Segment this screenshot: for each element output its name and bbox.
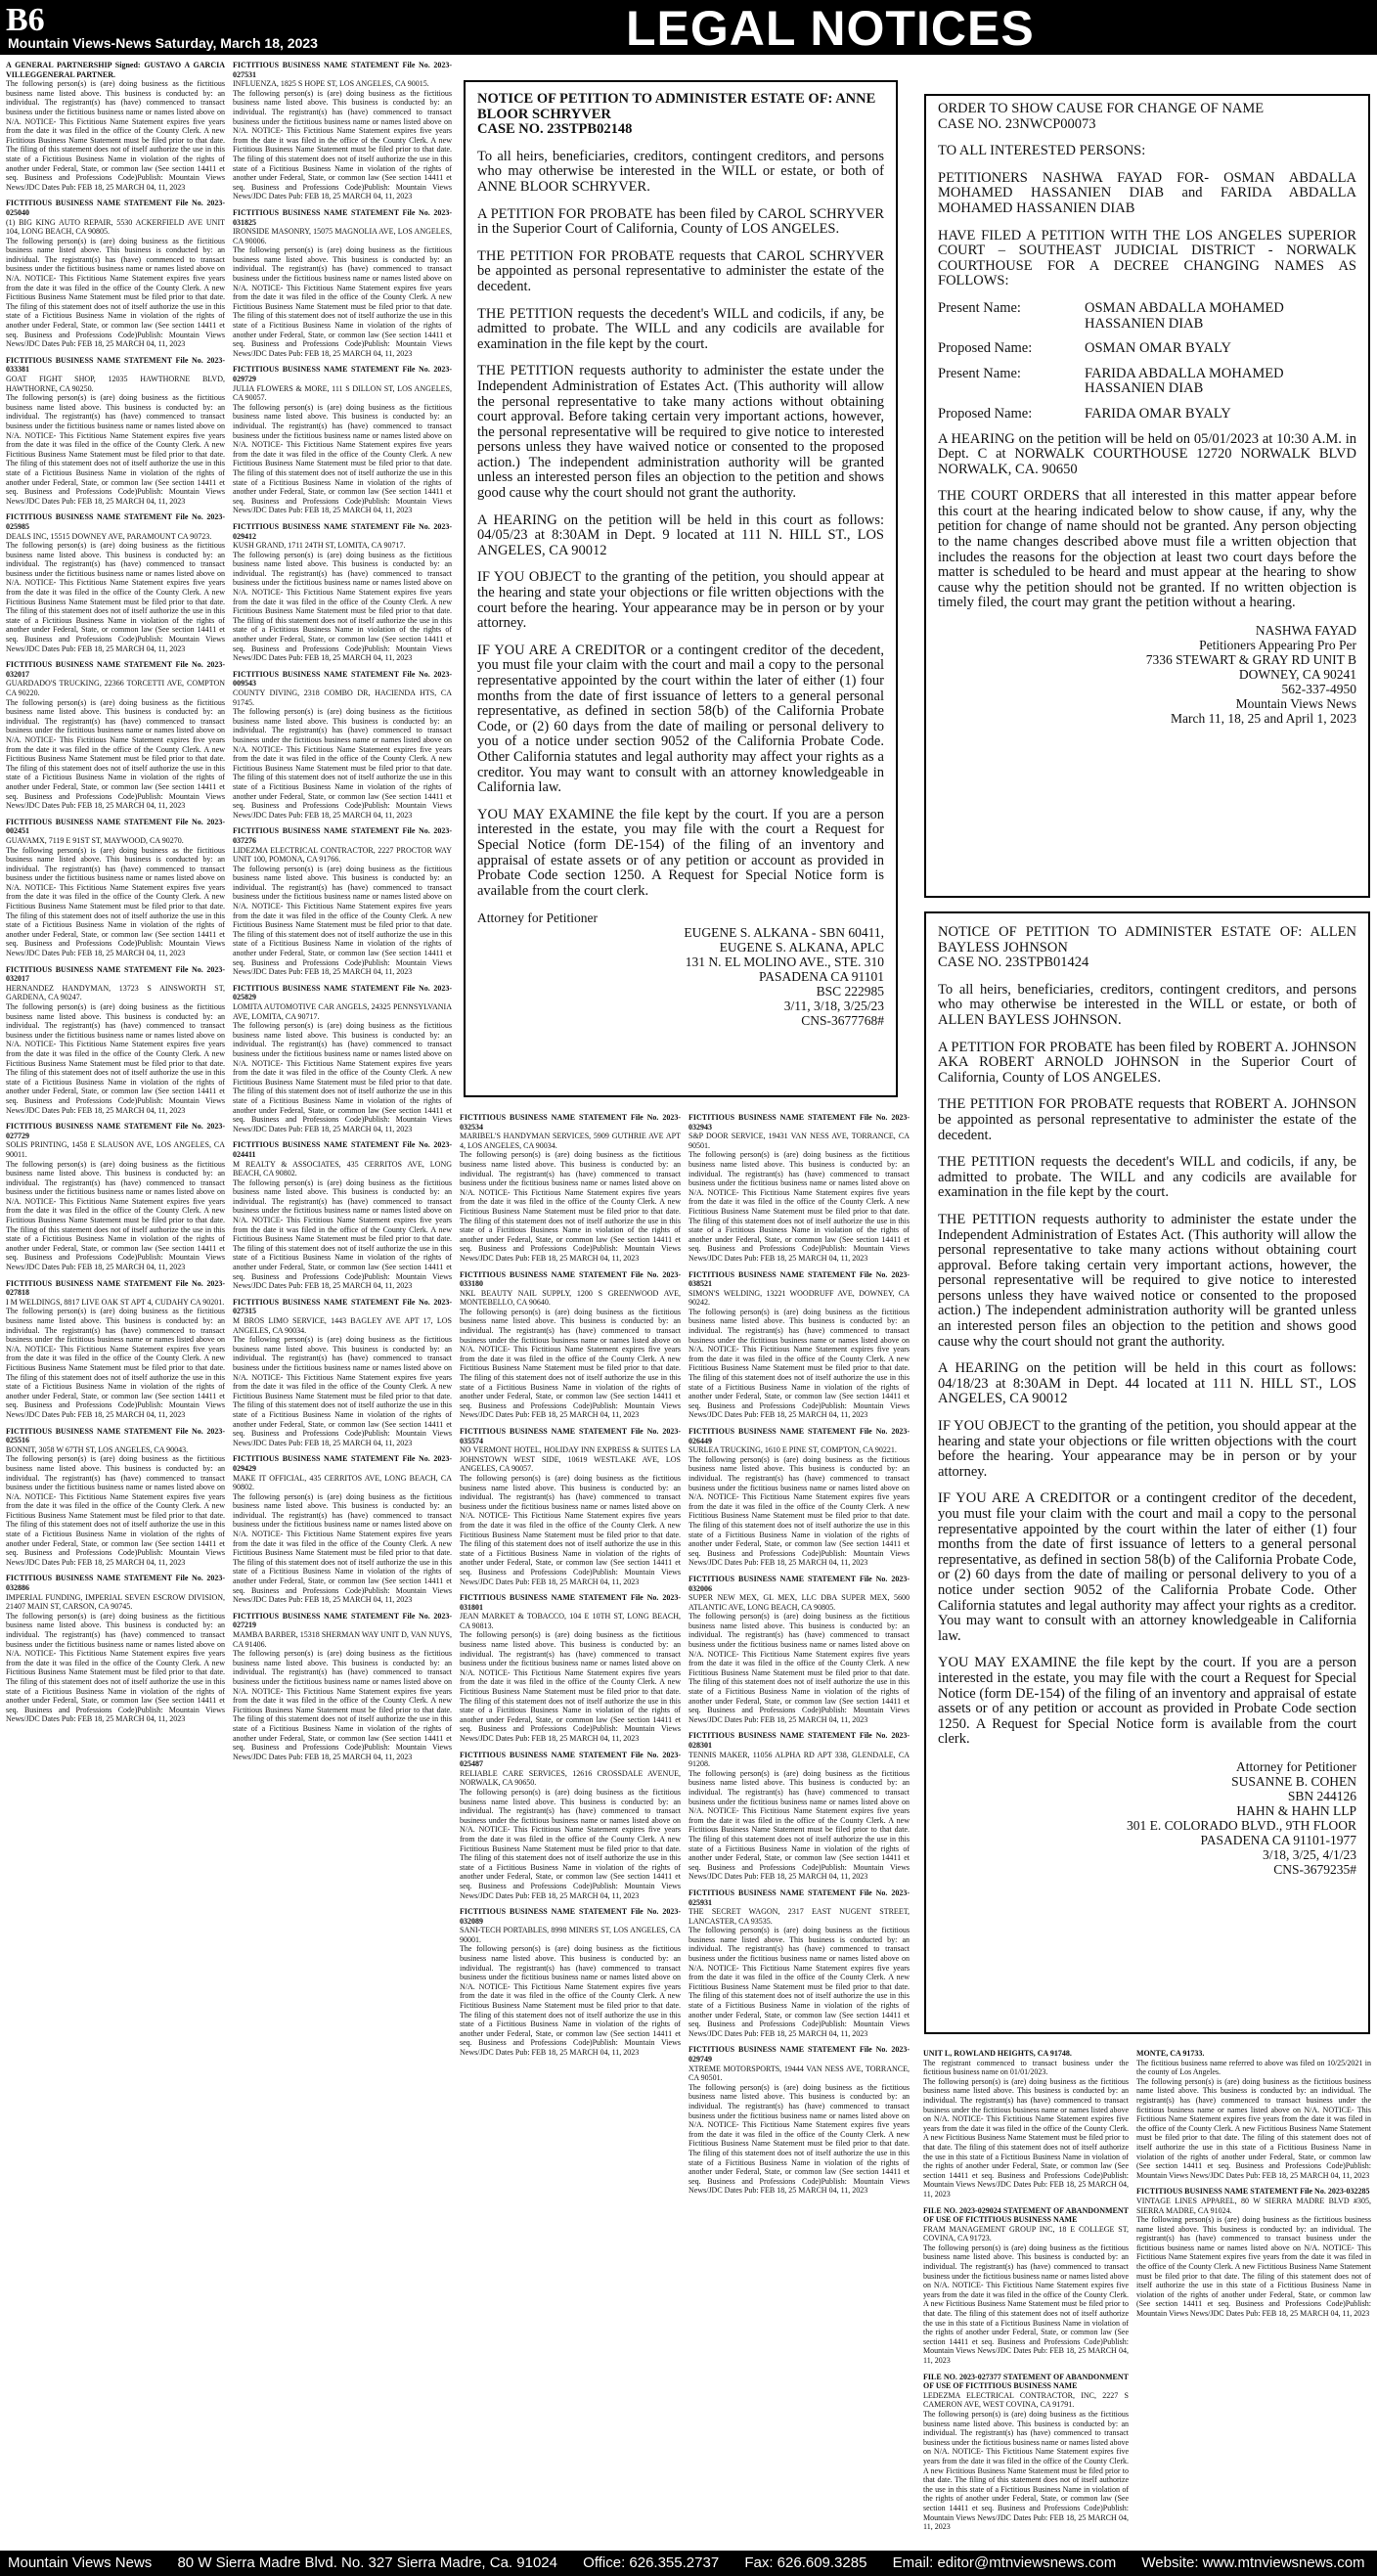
sig-line: EUGENE S. ALKANA, APLC: [719, 940, 884, 955]
footer-paper: Mountain Views News: [8, 2554, 153, 2571]
fbn-file-number: FICTITIOUS BUSINESS NAME STATEMENT File No. 2023-037276: [233, 826, 452, 845]
notice-paragraph: A PETITION FOR PROBATE has been filed by CAROL SCHRYVER in the Superior Court of California, County of LOS ANGELES.: [477, 205, 884, 238]
fbn-body: The following person(s) is (are) doing business as the fictitious business name listed above. This business is conducted by: an individual. The registrant(s) has (have) commenced to transact business under the fictitious business name or names listed above on N/A. NOTICE- This Fictitious Name Statement expires five years from the date it was filed in the office of the County Clerk. A new Fictitious Business Name Statement must be filed prior to that date. The filing of this statement does not of itself authorize the use in this state of a Fictitious Business Name in violation of the rights of another under Federal, State, or common law (See section 14411 et seq. Business and Professions Code)Publish: Mountain Views News/JDC Dates Pub: FEB 18, 25 MARCH 04, 11, 2023: [923, 2409, 1129, 2532]
fbn-business: DEALS INC, 15515 DOWNEY AVE, PARAMOUNT CA 90723.: [6, 531, 212, 541]
fbn-business: IRONSIDE MASONRY, 15075 MAGNOLIA AVE, LOS ANGELES, CA 90006.: [233, 227, 452, 245]
fbn-body: The following person(s) is (are) doing business as the fictitious business name listed above. This business is conducted by: an individual. The registrant(s) has (have) commenced to transact business under the fictitious business name or names listed above on N/A. NOTICE- This Fictitious Name Statement expires five years from the date it was filed in the office of the County Clerk. A new Fictitious Business Name Statement must be filed prior to that date. The filing of this statement does not of itself authorize the use in this state of a Fictitious Business Name in violation of the rights of another under Federal, State, or common law (See section 14411 et seq. Business and Professions Code)Publish: Mountain Views News/JDC Dates Pub: FEB 18, 25 MARCH 04, 11, 2023: [6, 541, 225, 653]
fbn-file-number: FICTITIOUS BUSINESS NAME STATEMENT File No. 2023-032534: [460, 1113, 681, 1132]
fbn-body: The following person(s) is (are) doing business as the fictitious business name listed above. This business is conducted by: an individual. The registrant(s) has (have) commenced to transact business under the fictitious business name or names listed above on N/A. NOTICE- This Fictitious Name Statement expires five years from the date it was filed in the office of the County Clerk. A new Fictitious Business Name Statement must be filed prior to that date. The filing of this statement does not of itself authorize the use in this state of a Fictitious Business Name in violation of the rights of another under Federal, State, or common law (See section 14411 et seq. Business and Professions Code)Publish: Mountain Views News/JDC Dates Pub: FEB 18, 25 MARCH 04, 11, 2023: [460, 1473, 681, 1586]
fbn-file-number: FICTITIOUS BUSINESS NAME STATEMENT File No. 2023-029749: [688, 2045, 910, 2064]
fbn-body: The following person(s) is (are) doing business as the fictitious business name listed above. This business is conducted by: an individual. The registrant(s) has (have) commenced to transact business under the fictitious business name or names listed above on N/A. NOTICE- This Fictitious Name Statement expires five years from the date it was filed in the office of the County Clerk. A new Fictitious Business Name Statement must be filed prior to that date. The filing of this statement does not of itself authorize the use in this state of a Fictitious Business Name in violation of the rights of another under Federal, State, or common law (See section 14411 et seq. Business and Professions Code)Publish: Mountain Views News/JDC Dates Pub: FEB 18, 25 MARCH 04, 11, 2023: [6, 1611, 225, 1724]
fbn-column-2: [233, 61, 452, 2547]
fbn-file-number: FICTITIOUS BUSINESS NAME STATEMENT File No. 2023-025985: [6, 512, 225, 531]
fbn-file-number: FICTITIOUS BUSINESS NAME STATEMENT File No. 2023-033180: [460, 1269, 681, 1289]
fbn-file-number: FICTITIOUS BUSINESS NAME STATEMENT File No. 2023-025829: [233, 983, 452, 1002]
fbn-business: INFLUENZA, 1825 S HOPE ST, LOS ANGELES, CA 90015.: [233, 79, 429, 89]
fbn-body: The following person(s) is (are) doing business as the fictitious business name listed above. This business is conducted by: an individual. The registrant(s) has (have) commenced to transact business under the fictitious business name or names listed above on N/A. NOTICE- This Fictitious Name Statement expires five years from the date it was filed in the office of the County Clerk. A new Fictitious Business Name Statement must be filed prior to that date. The filing of this statement does not of itself authorize the use in this state of a Fictitious Business Name in violation of the rights of another under Federal, State, or common law (See section 14411 et seq. Business and Professions Code)Publish: Mountain Views News/JDC Dates Pub: FEB 18, 25 MARCH 04, 11, 2023: [460, 1630, 681, 1743]
fbn-file-number: FICTITIOUS BUSINESS NAME STATEMENT File No. 2023-026449: [688, 1427, 910, 1445]
sig-line: HAHN & HAHN LLP: [1236, 1802, 1356, 1818]
issue-info: Mountain Views-News Saturday, March 18, 2023: [8, 35, 318, 51]
notice-paragraph: A HEARING on the petition will be held in this court as follows: 04/18/23 at 8:30AM in Dept. 44 located at 111 N. HILL ST., LOS ANGELES, CA 90012: [938, 1360, 1356, 1407]
fbn-body: The following person(s) is (are) doing business as the fictitious business name listed above. This business is conducted by: an individual. The registrant(s) has (have) commenced to transact business under the fictitious business name or names listed above on N/A. NOTICE- This Fictitious Name Statement expires five years from the date it was filed in the office of the County Clerk. A new Fictitious Business Name Statement must be filed prior to that date. The filing of this statement does not of itself authorize the use in this state of a Fictitious Business Name in violation of the rights of another under Federal, State, or common law (See section 14411 et seq. Business and Professions Code)Publish: Mountain Views News/JDC Dates Pub: FEB 18, 25 MARCH 04, 11, 2023: [1136, 2215, 1371, 2319]
case-number: CASE NO. 23STPB01424: [938, 955, 1089, 971]
fbn-body: The following person(s) is (are) doing business as the fictitious business name listed above. This business is conducted by: an individual. The registrant(s) has (have) commenced to transact business under the fictitious business name or names listed above on N/A. NOTICE- This Fictitious Name Statement expires five years from the date it was filed in the office of the County Clerk. A new Fictitious Business Name Statement must be filed prior to that date. The filing of this statement does not of itself authorize the use in this state of a Fictitious Business Name in violation of the rights of another under Federal, State, or common law (See section 14411 et seq. Business and Professions Code)Publish: Mountain Views News/JDC Dates Pub: FEB 18, 25 MARCH 04, 11, 2023: [688, 2082, 910, 2196]
fbn-file-number: FICTITIOUS BUSINESS NAME STATEMENT File No. 2023-032017: [6, 660, 225, 679]
fbn-body: The following person(s) is (are) doing business as the fictitious business name listed above. This business is conducted by: an individual. The registrant(s) has (have) commenced to transact business under the fictitious business name or names listed above on N/A. NOTICE- This Fictitious Name Statement expires five years from the date it was filed in the office of the County Clerk. A new Fictitious Business Name Statement must be filed prior to that date. The filing of this statement does not of itself authorize the use in this state of a Fictitious Business Name in violation of the rights of another under Federal, State, or common law (See section 14411 et seq. Business and Professions Code)Publish: Mountain Views News/JDC Dates Pub: FEB 18, 25 MARCH 04, 11, 2023: [233, 1491, 452, 1605]
order-paragraph: HAVE FILED A PETITION WITH THE LOS ANGELES SUPERIOR COURT – SOUTHEAST JUDICIAL DISTRICT - NORWALK COURTHOUSE FOR A DECREE CHANGING NAMES AS FOLLOWS:: [938, 227, 1356, 289]
fbn-body: The following person(s) is (are) doing business as the fictitious business name listed above. This business is conducted by: an individual. The registrant(s) has (have) commenced to transact business under the fictitious business name or names listed above on N/A. NOTICE- This Fictitious Name Statement expires five years from the date it was filed in the office of the County Clerk. A new Fictitious Business Name Statement must be filed prior to that date. The filing of this statement does not of itself authorize the use in this state of a Fictitious Business Name in violation of the rights of another under Federal, State, or common law (See section 14411 et seq. Business and Professions Code)Publish: Mountain Views News/JDC Dates Pub: FEB 18, 25 MARCH 04, 11, 2023: [460, 1150, 681, 1263]
fbn-body: The following person(s) is (are) doing business as the fictitious business name listed above. This business is conducted by: an individual. The registrant(s) has (have) commenced to transact business under the fictitious business name or names listed above on N/A. NOTICE- This Fictitious Name Statement expires five years from the date it was filed in the office of the County Clerk. A new Fictitious Business Name Statement must be filed prior to that date. The filing of this statement does not of itself authorize the use in this state of a Fictitious Business Name in violation of the rights of another under Federal, State, or common law (See section 14411 et seq. Business and Professions Code)Publish: Mountain Views News/JDC Dates Pub: FEB 18, 25 MARCH 04, 11, 2023: [233, 1335, 452, 1447]
fbn-body: The following person(s) is (are) doing business as the fictitious business name listed above. This business is conducted by: an individual. The registrant(s) has (have) commenced to transact business under the fictitious business name or names listed above on N/A. NOTICE- This Fictitious Name Statement expires five years from the date it was filed in the office of the County Clerk. A new Fictitious Business Name Statement must be filed prior to that date. The filing of this statement does not of itself authorize the use in this state of a Fictitious Business Name in violation of the rights of another under Federal, State, or common law (See section 14411 et seq. Business and Professions Code)Publish: Mountain Views News/JDC Dates Pub: FEB 18, 25 MARCH 04, 11, 2023: [688, 1150, 910, 1263]
order-title: ORDER TO SHOW CAUSE FOR CHANGE OF NAME: [938, 101, 1265, 116]
sig-line: Mountain Views News: [1235, 696, 1356, 712]
fbn-file-number: FICTITIOUS BUSINESS NAME STATEMENT File No. 2023-033381: [6, 355, 225, 375]
fbn-notice: [6, 660, 225, 811]
notice-paragraph: To all heirs, beneficiaries, creditors, contingent creditors, and persons who may otherwise be interested in the WILL or estate, or both of ALLEN BAYLESS JOHNSON.: [938, 981, 1356, 1028]
fbn-file-number: FICTITIOUS BUSINESS NAME STATEMENT File No. 2023-002451: [6, 817, 225, 836]
page-number: B6: [6, 2, 45, 38]
page-header: [0, 0, 1377, 55]
fbn-business: LEDEZMA ELECTRICAL CONTRACTOR, INC, 2227 S CAMERON AVE, WEST COVINA, CA 91791.: [923, 2390, 1129, 2410]
fbn-business: JULIA FLOWERS & MORE, 111 S DILLON ST, LOS ANGELES, CA 90057.: [233, 383, 452, 403]
fbn-business: KUSH GRAND, 1711 24TH ST, LOMITA, CA 90717.: [233, 541, 406, 551]
fbn-body: The following person(s) is (are) doing business as the fictitious business name listed above. This business is conducted by: an individual. The registrant(s) has (have) commenced to transact business under the fictitious business name or names listed above on N/A. NOTICE- This Fictitious Name Statement expires five years from the date it was filed in the office of the County Clerk. A new Fictitious Business Name Statement must be filed prior to that date. The filing of this statement does not of itself authorize the use in this state of a Fictitious Business Name in violation of the rights of another under Federal, State, or common law (See section 14411 et seq. Business and Professions Code)Publish: Mountain Views News/JDC Dates Pub: FEB 18, 25 MARCH 04, 11, 2023: [6, 1454, 225, 1567]
fbn-business: NKL BEAUTY NAIL SUPPLY, 1200 S GREENWOOD AVE, MONTEBELLO, CA 90640.: [460, 1288, 681, 1308]
fbn-business: TENNIS MAKER, 11056 ALPHA RD APT 338, GLENDALE, CA 91208.: [688, 1750, 910, 1769]
footer-email: Email: editor@mtnviewsnews.com: [892, 2554, 1117, 2571]
fbn-notice: [6, 61, 225, 192]
fbn-file-number: FICTITIOUS BUSINESS NAME STATEMENT File No. 2023-032285: [1136, 2187, 1370, 2197]
fbn-notice: [460, 1593, 681, 1744]
fbn-business: S&P DOOR SERVICE, 19431 VAN NESS AVE, TORRANCE, CA 90501.: [688, 1132, 910, 1150]
fbn-business: The fictitious business name referred to above was filed on 10/25/2021 in the county of Los Angeles.: [1136, 2058, 1371, 2077]
fbn-file-number: FICTITIOUS BUSINESS NAME STATEMENT File No. 2023-009543: [233, 669, 452, 688]
fbn-business: COUNTY DIVING, 2318 COMBO DR, HACIENDA HTS, CA 91745.: [233, 688, 452, 707]
fbn-notice: [233, 522, 452, 663]
fbn-body: The following person(s) is (are) doing business as the fictitious business name listed above. This business is conducted by: an individual. The registrant(s) has (have) commenced to transact business under the fictitious business name or names listed above on N/A. NOTICE- This Fictitious Name Statement expires five years from the date it was filed in the office of the County Clerk. A new Fictitious Business Name Statement must be filed prior to that date. The filing of this statement does not of itself authorize the use in this state of a Fictitious Business Name in violation of the rights of another under Federal, State, or common law (See section 14411 et seq. Business and Professions Code)Publish: Mountain Views News/JDC Dates Pub: FEB 18, 25 MARCH 04, 11, 2023: [688, 1307, 910, 1420]
fbn-business: HERNANDEZ HANDYMAN, 13723 S AINSWORTH ST, GARDENA, CA 90247.: [6, 983, 225, 1002]
fbn-file-number: FICTITIOUS BUSINESS NAME STATEMENT File No. 2023-025931: [688, 1888, 910, 1907]
fbn-file-number: FICTITIOUS BUSINESS NAME STATEMENT File No. 2023-031801: [460, 1593, 681, 1612]
fbn-notice: [460, 1751, 681, 1901]
to-all: TO ALL INTERESTED PERSONS:: [938, 143, 1146, 159]
notice-title: NOTICE OF PETITION TO ADMINISTER ESTATE OF: ALLEN BAYLESS JOHNSON: [938, 924, 1356, 955]
sig-line: Attorney for Petitioner: [1236, 1758, 1356, 1774]
notice-paragraph: IF YOU OBJECT to the granting of the petition, you should appear at the hearing and state your objections or file written objections with the court before the hearing. Your appearance may be in person or by your attorney.: [477, 569, 884, 632]
fbn-file-number: FICTITIOUS BUSINESS NAME STATEMENT File No. 2023-025040: [6, 199, 225, 217]
fbn-notice: [6, 965, 225, 1116]
fbn-file-number: FICTITIOUS BUSINESS NAME STATEMENT File No. 2023-027315: [233, 1297, 452, 1316]
fbn-body: The following person(s) is (are) doing business as the fictitious business name listed above. This business is conducted by: an individual. The registrant(s) has (have) commenced to transact business under the fictitious business name or names listed above on N/A. NOTICE- This Fictitious Name Statement expires five years from the date it was filed in the office of the County Clerk. A new Fictitious Business Name Statement must be filed prior to that date. The filing of this statement does not of itself authorize the use in this state of a Fictitious Business Name in violation of the rights of another under Federal, State, or common law (See section 14411 et seq. Business and Professions Code)Publish: Mountain Views News/JDC Dates Pub: FEB 18, 25 MARCH 04, 11, 2023: [6, 845, 225, 958]
order-paragraph: THE COURT ORDERS that all interested in this matter appear before this court at the hearing indicated below to show cause, if any, why the petition for change of name should not be granted. Any person objecting to the name changes described above must file a written objection that includes the reasons for the objection at least two court days before the matter is scheduled to be heard and must appear at the hearing to show cause why the petition should not be granted. If no written objection is timely filed, the court may grant the petition without a hearing.: [938, 488, 1356, 611]
notice-paragraph: YOU MAY EXAMINE the file kept by the court. If you are a person interested in the estate, you may file with the court a Request for Special Notice (form DE-154) of the filing of an inventory and appraisal of estate assets or of any petition or account as provided in Probate Code section 1250. A Request for Special Notice form is available from the court clerk.: [938, 1655, 1356, 1748]
fbn-notice: [233, 1298, 452, 1448]
fbn-business: GUAVAMX, 7119 E 91ST ST, MAYWOOD, CA 90270.: [6, 835, 184, 845]
fbn-business: SURLEA TRUCKING, 1610 E PINE ST, COMPTON, CA 90221.: [688, 1445, 897, 1455]
fbn-file-number: FICTITIOUS BUSINESS NAME STATEMENT File No. 2023-027818: [6, 1278, 225, 1298]
fbn-notice: [233, 1454, 452, 1605]
case-number: CASE NO. 23NWCP00073: [938, 115, 1096, 132]
fbn-body: The following person(s) is (are) doing business as the fictitious business name listed above. This business is conducted by: an individual. The registrant(s) has (have) commenced to transact business under the fictitious business name or names listed above on N/A. NOTICE- This Fictitious Name Statement expires five years from the date it was filed in the office of the County Clerk. A new Fictitious Business Name Statement must be filed prior to that date. The filing of this statement does not of itself authorize the use in this state of a Fictitious Business Name in violation of the rights of another under Federal, State, or common law (See section 14411 et seq. Business and Professions Code)Publish: Mountain Views News/JDC Dates Pub: FEB 18, 25 MARCH 04, 11, 2023: [233, 402, 452, 515]
notice-paragraph: To all heirs, beneficiaries, creditors, contingent creditors, and persons who may otherwise be interested in the WILL or estate, or both of ANNE BLOOR SCHRYVER.: [477, 148, 884, 195]
fbn-business: LOMITA AUTOMOTIVE CAR ANGELS, 24325 PENNSYLVANIA AVE, LOMITA, CA 90717.: [233, 1002, 452, 1021]
fbn-file-number: FICTITIOUS BUSINESS NAME STATEMENT File No. 2023-024411: [233, 1140, 452, 1159]
fbn-notice: [6, 512, 225, 653]
fbn-business: M BROS LIMO SERVICE, 1443 BAGLEY AVE APT 17, LOS ANGELES, CA 90034.: [233, 1316, 452, 1335]
fbn-file-number: FICTITIOUS BUSINESS NAME STATEMENT File No. 2023-032017: [6, 964, 225, 984]
fbn-column-3: [460, 1113, 681, 2547]
fbn-business: M REALTY & ASSOCIATES, 435 CERRITOS AVE, LONG BEACH, CA 90802.: [233, 1159, 452, 1178]
fbn-file-number: UNIT L, ROWLAND HEIGHTS, CA 91748.: [923, 2049, 1072, 2058]
fbn-notice: [923, 2049, 1129, 2199]
fbn-file-number: FICTITIOUS BUSINESS NAME STATEMENT File No. 2023-027219: [233, 1611, 452, 1630]
fbn-column-4: [688, 1113, 910, 2547]
page-footer: [0, 2551, 1377, 2576]
fbn-column-1: [6, 61, 225, 2547]
fbn-business: FRAM MANAGEMENT GROUP INC, 18 E COLLEGE ST, COVINA, CA 91723.: [923, 2224, 1129, 2243]
sig-line: 3/18, 3/25, 4/1/23: [1262, 1846, 1356, 1862]
proposed-name-row: Proposed Name: FARIDA OMAR BYALY: [938, 405, 1231, 422]
fbn-notice: [688, 1113, 910, 1264]
attorney-label: Attorney for Petitioner: [477, 910, 598, 926]
fbn-business: SOLIS PRINTING, 1458 E SLAUSON AVE, LOS ANGELES, CA 90011.: [6, 1140, 225, 1159]
schryver-estate-notice: [464, 80, 898, 1097]
fbn-business: JEAN MARKET & TOBACCO, 104 E 10TH ST, LONG BEACH, CA 90813.: [460, 1612, 681, 1630]
fbn-business: THE SECRET WAGON, 2317 EAST NUGENT STREET, LANCASTER, CA 93535.: [688, 1907, 910, 1926]
johnson-estate-notice: [924, 911, 1370, 2034]
fbn-body: The following person(s) is (are) doing business as the fictitious business name listed above. This business is conducted by: an individual. The registrant(s) has (have) commenced to transact business under the fictitious business name or names listed above on N/A. NOTICE- This Fictitious Name Statement expires five years from the date it was filed in the office of the County Clerk. A new Fictitious Business Name Statement must be filed prior to that date. The filing of this statement does not of itself authorize the use in this state of a Fictitious Business Name in violation of the rights of another under Federal, State, or common law (See section 14411 et seq. Business and Professions Code)Publish: Mountain Views News/JDC Dates Pub: FEB 18, 25 MARCH 04, 11, 2023: [688, 1612, 910, 1724]
fbn-notice: [6, 1574, 225, 1724]
fbn-body: The following person(s) is (are) doing business as the fictitious business name listed above. This business is conducted by: an individual. The registrant(s) has (have) commenced to transact business under the fictitious business name or names listed above on N/A. NOTICE- This Fictitious Name Statement expires five years from the date it was filed in the office of the County Clerk. A new Fictitious Business Name Statement must be filed prior to that date. The filing of this statement does not of itself authorize the use in this state of a Fictitious Business Name in violation of the rights of another under Federal, State, or common law (See section 14411 et seq. Business and Professions Code)Publish: Mountain Views News/JDC Dates Pub: FEB 18, 25 MARCH 04, 11, 2023: [6, 1002, 225, 1115]
footer-office: Office: 626.355.2737: [583, 2554, 720, 2571]
fbn-file-number: FICTITIOUS BUSINESS NAME STATEMENT File No. 2023-028301: [688, 1731, 910, 1750]
sig-line: 7336 STEWART & GRAY RD UNIT B: [1145, 652, 1356, 668]
fbn-body: The following person(s) is (are) doing business as the fictitious business name listed above. This business is conducted by: an individual. The registrant(s) has (have) commenced to transact business under the fictitious business name or names listed above on N/A. NOTICE- This Fictitious Name Statement expires five years from the date it was filed in the office of the County Clerk. A new Fictitious Business Name Statement must be filed prior to that date. The filing of this statement does not of itself authorize the use in this state of a Fictitious Business Name in violation of the rights of another under Federal, State, or common law (See section 14411 et seq. Business and Professions Code)Publish: Mountain Views News/JDC Dates Pub: FEB 18, 25 MARCH 04, 11, 2023: [233, 550, 452, 663]
fbn-file-number: FICTITIOUS BUSINESS NAME STATEMENT File No. 2023-027531: [233, 61, 452, 79]
sig-line: EUGENE S. ALKANA - SBN 60411,: [684, 925, 884, 941]
fbn-file-number: FICTITIOUS BUSINESS NAME STATEMENT File No. 2023-029412: [233, 521, 452, 541]
fbn-notice: [688, 1427, 910, 1568]
fbn-business: GOAT FIGHT SHOP, 12035 HAWTHORNE BLVD, HAWTHORNE, CA 90250.: [6, 375, 225, 393]
fbn-notice: [923, 2373, 1129, 2532]
order-paragraph: A HEARING on the petition will be held on 05/01/2023 at 10:30 A.M. in Dept. C at NORWALK COURTHOUSE 12720 NORWALK BLVD NORWALK, CA. 90650: [938, 430, 1356, 477]
fbn-body: The following person(s) is (are) doing business as the fictitious business name listed above. This business is conducted by: an individual. The registrant(s) has (have) commenced to transact business under the fictitious business name or names listed above on N/A. NOTICE- This Fictitious Name Statement expires five years from the date it was filed in the office of the County Clerk. A new Fictitious Business Name Statement must be filed prior to that date. The filing of this statement does not of itself authorize the use in this state of a Fictitious Business Name in violation of the rights of another under Federal, State, or common law (See section 14411 et seq. Business and Professions Code)Publish: Mountain Views News/JDC Dates Pub: FEB 18, 25 MARCH 04, 11, 2023: [233, 1021, 452, 1133]
present-name-row: Present Name: FARIDA ABDALLA MOHAMED HASSANIEN DIAB: [938, 365, 1284, 397]
fbn-notice: [6, 1427, 225, 1568]
fbn-business: The registrant commenced to transact business under the fictitious business name on 01/01/2023.: [923, 2058, 1129, 2077]
notice-paragraph: THE PETITION FOR PROBATE requests that CAROL SCHRYVER be appointed as personal representative to administer the estate of the decedent.: [477, 247, 884, 294]
footer-fax: Fax: 626.609.3285: [744, 2554, 867, 2571]
fbn-body: The following person(s) is (are) doing business as the fictitious business name listed above. This business is conducted by: an individual. The registrant(s) has (have) commenced to transact business under the fictitious business name or names listed above on N/A. NOTICE- This Fictitious Name Statement expires five years from the date it was filed in the office of the County Clerk. A new Fictitious Business Name Statement must be filed prior to that date. The filing of this statement does not of itself authorize the use in this state of a Fictitious Business Name in violation of the rights of another under Federal, State, or common law (See section 14411 et seq. Business and Professions Code)Publish: Mountain Views News/JDC Dates Pub: FEB 18, 25 MARCH 04, 11, 2023: [460, 1307, 681, 1420]
fbn-business: (1) BIG KING AUTO REPAIR, 5530 ACKERFIELD AVE UNIT 104, LONG BEACH, CA 90805.: [6, 217, 225, 237]
fbn-body: The following person(s) is (are) doing business as the fictitious business name listed above. This business is conducted by: an individual. The registrant(s) has (have) commenced to transact business under the fictitious business name or names listed above on N/A. NOTICE- This Fictitious Name Statement expires five years from the date it was filed in the office of the County Clerk. A new Fictitious Business Name Statement must be filed prior to that date. The filing of this statement does not of itself authorize the use in this state of a Fictitious Business Name in violation of the rights of another under Federal, State, or common law (See section 14411 et seq. Business and Professions Code)Publish: Mountain Views News/JDC Dates Pub: FEB 18, 25 MARCH 04, 11, 2023: [233, 864, 452, 977]
fbn-body: The following person(s) is (are) doing business as the fictitious business name listed above. This business is conducted by: an individual. The registrant(s) has (have) commenced to transact business under the fictitious business name or names listed above on N/A. NOTICE- This Fictitious Name Statement expires five years from the date it was filed in the office of the County Clerk. A new Fictitious Business Name Statement must be filed prior to that date. The filing of this statement does not of itself authorize the use in this state of a Fictitious Business Name in violation of the rights of another under Federal, State, or common law (See section 14411 et seq. Business and Professions Code)Publish: Mountain Views News/JDC Dates Pub: FEB 18, 25 MARCH 04, 11, 2023: [1136, 2076, 1371, 2180]
fbn-column-6: [1136, 2049, 1371, 2546]
fbn-notice: [1136, 2049, 1371, 2180]
fbn-notice: [6, 1122, 225, 1272]
fbn-body: The following person(s) is (are) doing business as the fictitious business name listed above. This business is conducted by: an individual. The registrant(s) has (have) commenced to transact business under the fictitious business name or names listed above on N/A. NOTICE- This Fictitious Name Statement expires five years from the date it was filed in the office of the County Clerk. A new Fictitious Business Name Statement must be filed prior to that date. The filing of this statement does not of itself authorize the use in this state of a Fictitious Business Name in violation of the rights of another under Federal, State, or common law (See section 14411 et seq. Business and Professions Code)Publish: Mountain Views News/JDC Dates Pub: FEB 18, 25 MARCH 04, 11, 2023: [6, 393, 225, 506]
fbn-body: The following person(s) is (are) doing business as the fictitious business name listed above. This business is conducted by: an individual. The registrant(s) has (have) commenced to transact business under the fictitious business name or names listed above on N/A. NOTICE- This Fictitious Name Statement expires five years from the date it was filed in the office of the County Clerk. A new Fictitious Business Name Statement must be filed prior to that date. The filing of this statement does not of itself authorize the use in this state of a Fictitious Business Name in violation of the rights of another under Federal, State, or common law (See section 14411 et seq. Business and Professions Code)Publish: Mountain Views News/JDC Dates Pub: FEB 18, 25 MARCH 04, 11, 2023: [6, 1307, 225, 1419]
fbn-notice: [233, 61, 452, 201]
case-number: CASE NO. 23STPB02148: [477, 121, 633, 138]
sig-line: BSC 222985: [816, 984, 884, 999]
fbn-notice: [460, 1427, 681, 1586]
footer-website: Website: www.mtnviewsnews.com: [1141, 2554, 1365, 2571]
sig-line: SBN 244126: [1287, 1788, 1356, 1803]
fbn-notice: [6, 818, 225, 958]
sig-line: 301 E. COLORADO BLVD., 9TH FLOOR: [1126, 1817, 1356, 1833]
fbn-file-number: FICTITIOUS BUSINESS NAME STATEMENT File No. 2023-025487: [460, 1750, 681, 1769]
fbn-notice: [460, 1907, 681, 2058]
fbn-business: MAKE IT OFFICIAL, 435 CERRITOS AVE, LONG BEACH, CA 90802.: [233, 1473, 452, 1492]
fbn-body: The following person(s) is (are) doing business as the fictitious business name listed above. This business is conducted by: an individual. The registrant(s) has (have) commenced to transact business under the fictitious business name or names listed above on N/A. NOTICE- This Fictitious Name Statement expires five years from the date it was filed in the office of the County Clerk. A new Fictitious Business Name Statement must be filed prior to that date. The filing of this statement does not of itself authorize the use in this state of a Fictitious Business Name in violation of the rights of another under Federal, State, or common law (See section 14411 et seq. Business and Professions Code)Publish: Mountain Views News/JDC Dates Pub: FEB 18, 25 MARCH 04, 11, 2023: [923, 2243, 1129, 2365]
name-change-order: [924, 94, 1370, 898]
fbn-body: The following person(s) is (are) doing business as the fictitious business name listed above. This business is conducted by: an individual. The registrant(s) has (have) commenced to transact business under the fictitious business name or names listed above on N/A. NOTICE- This Fictitious Name Statement expires five years from the date it was filed in the office of the County Clerk. A new Fictitious Business Name Statement must be filed prior to that date. The filing of this statement does not of itself authorize the use in this state of a Fictitious Business Name in violation of the rights of another under Federal, State, or common law (See section 14411 et seq. Business and Professions Code)Publish: Mountain Views News/JDC Dates Pub: FEB 18, 25 MARCH 04, 11, 2023: [923, 2076, 1129, 2198]
fbn-notice: [233, 826, 452, 977]
fbn-notice: [460, 1113, 681, 1264]
attorney-signature: [938, 1759, 1356, 1877]
sig-line: 562-337-4950: [1281, 682, 1356, 697]
fbn-body: The following person(s) is (are) doing business as the fictitious business name listed above. This business is conducted by: an individual. The registrant(s) has (have) commenced to transact business under the fictitious business name or names listed above on N/A. NOTICE- This Fictitious Name Statement expires five years from the date it was filed in the office of the County Clerk. A new Fictitious Business Name Statement must be filed prior to that date. The filing of this statement does not of itself authorize the use in this state of a Fictitious Business Name in violation of the rights of another under Federal, State, or common law (See section 14411 et seq. Business and Professions Code)Publish: Mountain Views News/JDC Dates Pub: FEB 18, 25 MARCH 04, 11, 2023: [688, 1768, 910, 1882]
order-paragraph: PETITIONERS NASHWA FAYAD FOR- OSMAN ABDALLA MOHAMED HASSANIEN DIAB and FARIDA ABDALLA MOHAMED HASSANIEN DIAB: [938, 169, 1356, 216]
fbn-business: LIDEZMA ELECTRICAL CONTRACTOR, 2227 PROCTOR WAY UNIT 100, POMONA, CA 91766.: [233, 845, 452, 865]
notice-paragraph: YOU MAY EXAMINE the file kept by the court. If you are a person interested in the estate, you may file with the court a Request for Special Notice (form DE-154) of the filing of an inventory and appraisal of estate assets or of any petition or account as provided in Probate Code section 1250. A Request for Special Notice form is available from the court clerk.: [477, 806, 884, 899]
fbn-notice: [6, 1279, 225, 1420]
notice-paragraph: IF YOU ARE A CREDITOR or a contingent creditor of the decedent, you must file your claim with the court and mail a copy to the personal representative appointed by the court within the later of either (1) four months from the date of first issuance of letters to a general personal representative, as defined in section 58(b) of the California Probate Code, or (2) 60 days from the date of mailing or personal delivery to you of a notice under section 9052 of the California Probate Code. Other California statutes and legal authority may affect your rights as a creditor. You may want to consult with an attorney knowledgeable in California law.: [938, 1490, 1356, 1644]
sig-line: 3/11, 3/18, 3/25/23: [783, 999, 884, 1014]
fbn-notice: [233, 1140, 452, 1291]
fbn-body: The following person(s) is (are) doing business as the fictitious business name listed above. This business is conducted by: an individual. The registrant(s) has (have) commenced to transact business under the fictitious business name or names listed above on N/A. NOTICE- This Fictitious Name Statement expires five years from the date it was filed in the office of the County Clerk. A new Fictitious Business Name Statement must be filed prior to that date. The filing of this statement does not of itself authorize the use in this state of a Fictitious Business Name in violation of the rights of another under Federal, State, or common law (See section 14411 et seq. Business and Professions Code)Publish: Mountain Views News/JDC Dates Pub: FEB 18, 25 MARCH 04, 11, 2023: [233, 1649, 452, 1761]
fbn-file-number: FICTITIOUS BUSINESS NAME STATEMENT File No. 2023-032943: [688, 1113, 910, 1132]
fbn-body: The following person(s) is (are) doing business as the fictitious business name listed above. This business is conducted by: an individual. The registrant(s) has (have) commenced to transact business under the fictitious business name or names listed above on N/A. NOTICE- This Fictitious Name Statement expires five years from the date it was filed in the office of the County Clerk. A new Fictitious Business Name Statement must be filed prior to that date. The filing of this statement does not of itself authorize the use in this state of a Fictitious Business Name in violation of the rights of another under Federal, State, or common law (See section 14411 et seq. Business and Professions Code)Publish: Mountain Views News/JDC Dates Pub: FEB 18, 25 MARCH 04, 11, 2023: [460, 1944, 681, 2057]
fbn-business: I M WELDINGS, 8817 LIVE OAK ST APT 4, CUDAHY CA 90201.: [6, 1297, 225, 1307]
notice-title: NOTICE OF PETITION TO ADMINISTER ESTATE OF: ANNE BLOOR SCHRYVER: [477, 91, 876, 122]
fbn-business: NO VERMONT HOTEL, HOLIDAY INN EXPRESS & SUITES LA JOHNSTOWN WEST SIDE, 10619 WESTLAKE AVE, LOS ANGELES, CA 90057.: [460, 1445, 681, 1474]
fbn-business: XTREME MOTORSPORTS, 19444 VAN NESS AVE, TORRANCE, CA 90501.: [688, 2064, 910, 2083]
fbn-notice: [233, 365, 452, 515]
attorney-signature: [477, 925, 884, 1028]
sig-line: DOWNEY, CA 90241: [1238, 667, 1356, 683]
sig-line: CNS-3679235#: [1273, 1861, 1356, 1877]
fbn-body: The following person(s) is (are) doing business as the fictitious business name listed above. This business is conducted by: an individual. The registrant(s) has (have) commenced to transact business under the fictitious business name or names listed above on N/A. NOTICE- This Fictitious Name Statement expires five years from the date it was filed in the office of the County Clerk. A new Fictitious Business Name Statement must be filed prior to that date. The filing of this statement does not of itself authorize the use in this state of a Fictitious Business Name in violation of the rights of another under Federal, State, or common law (See section 14411 et seq. Business and Professions Code)Publish: Mountain Views News/JDC Dates Pub: FEB 18, 25 MARCH 04, 11, 2023: [688, 1926, 910, 2038]
fbn-file-number: FICTITIOUS BUSINESS NAME STATEMENT File No. 2023-032006: [688, 1574, 910, 1593]
notice-paragraph: THE PETITION requests authority to administer the estate under the Independent Administration of Estates Act. (This authority will allow the personal representative to take many actions without obtaining court approval. Before taking certain very important actions, however, the personal representative will be required to give notice to interested persons unless they have waived notice or consented to the proposed action.) The independent administration authority will be granted unless an interested person files an objection to the petition and shows good cause why the court should not grant the authority.: [938, 1211, 1356, 1350]
sig-line: 131 N. EL MOLINO AVE., STE. 310: [685, 955, 884, 970]
notice-paragraph: A HEARING on the petition will be held in this court as follows: 04/05/23 at 8:30AM in Dept. 9 located at 111 N. HILL ST., LOS ANGELES, CA 90012: [477, 511, 884, 558]
fbn-body: The following person(s) is (are) doing business as the fictitious business name listed above. This business is conducted by: an individual. The registrant(s) has (have) commenced to transact business under the fictitious business name or names listed above on N/A. NOTICE- This Fictitious Name Statement expires five years from the date it was filed in the office of the County Clerk. A new Fictitious Business Name Statement must be filed prior to that date. The filing of this statement does not of itself authorize the use in this state of a Fictitious Business Name in violation of the rights of another under Federal, State, or common law (See section 14411 et seq. Business and Professions Code)Publish: Mountain Views News/JDC Dates Pub: FEB 18, 25 MARCH 04, 11, 2023: [6, 697, 225, 811]
fbn-file-number: FICTITIOUS BUSINESS NAME STATEMENT File No. 2023-038521: [688, 1269, 910, 1289]
fbn-notice: [460, 1270, 681, 1421]
notice-paragraph: THE PETITION requests authority to administer the estate under the Independent Administration of Estates Act. (This authority will allow the personal representative to take many actions without obtaining court approval. Before taking certain very important actions, however, the personal representative will be required to give notice to interested persons unless they have waived notice or consented to the proposed action.) The independent administration authority will be granted unless an interested person files an objection to the petition and shows good cause why the court should not grant the authority.: [477, 363, 884, 502]
fbn-body: The following person(s) is (are) doing business as the fictitious business name listed above. This business is conducted by: an individual. The registrant(s) has (have) commenced to transact business under the fictitious business name or names listed above on N/A. NOTICE- This Fictitious Name Statement expires five years from the date it was filed in the office of the County Clerk. A new Fictitious Business Name Statement must be filed prior to that date. The filing of this statement does not of itself authorize the use in this state of a Fictitious Business Name in violation of the rights of another under Federal, State, or common law (See section 14411 et seq. Business and Professions Code)Publish: Mountain Views News/JDC Dates Pub: FEB 18, 25 MARCH 04, 11, 2023: [6, 79, 225, 192]
fbn-file-number: FICTITIOUS BUSINESS NAME STATEMENT File No. 2023-027729: [6, 1122, 225, 1140]
fbn-notice: [233, 1612, 452, 1762]
sig-line: March 11, 18, 25 and April 1, 2023: [1171, 711, 1356, 727]
fbn-business: SIMON'S WELDING, 13221 WOODRUFF AVE, DOWNEY, CA 90242.: [688, 1288, 910, 1308]
petitioner-signature: [938, 623, 1356, 726]
fbn-notice: [688, 2045, 910, 2196]
fbn-file-number: FICTITIOUS BUSINESS NAME STATEMENT File No. 2023-035574: [460, 1427, 681, 1445]
fbn-body: The following person(s) is (are) doing business as the fictitious business name listed above. This business is conducted by: an individual. The registrant(s) has (have) commenced to transact business under the fictitious business name or names listed above on N/A. NOTICE- This Fictitious Name Statement expires five years from the date it was filed in the office of the County Clerk. A new Fictitious Business Name Statement must be filed prior to that date. The filing of this statement does not of itself authorize the use in this state of a Fictitious Business Name in violation of the rights of another under Federal, State, or common law (See section 14411 et seq. Business and Professions Code)Publish: Mountain Views News/JDC Dates Pub: FEB 18, 25 MARCH 04, 11, 2023: [6, 236, 225, 349]
fbn-body: The following person(s) is (are) doing business as the fictitious business name listed above. This business is conducted by: an individual. The registrant(s) has (have) commenced to transact business under the fictitious business name or names listed above on N/A. NOTICE- This Fictitious Name Statement expires five years from the date it was filed in the office of the County Clerk. A new Fictitious Business Name Statement must be filed prior to that date. The filing of this statement does not of itself authorize the use in this state of a Fictitious Business Name in violation of the rights of another under Federal, State, or common law (See section 14411 et seq. Business and Professions Code)Publish: Mountain Views News/JDC Dates Pub: FEB 18, 25 MARCH 04, 11, 2023: [460, 1787, 681, 1900]
sig-line: PASADENA CA 91101-1977: [1200, 1832, 1356, 1847]
fbn-file-number: FILE NO. 2023-027377 STATEMENT OF ABANDONMENT OF USE OF FICTITIOUS BUSINESS NAME: [923, 2372, 1129, 2391]
notice-paragraph: IF YOU ARE A CREDITOR or a contingent creditor of the decedent, you must file your claim with the court and mail a copy to the personal representative appointed by the court within the later of either (1) four months from the date of first issuance of letters to a general personal representative, as defined in section 58(b) of the California Probate Code, or (2) 60 days from the date of mailing or personal delivery to you of a notice under section 9052 of the California Probate Code. Other California statutes and legal authority may affect your rights as a creditor. You may want to consult with an attorney knowledgeable in California law.: [477, 642, 884, 796]
fbn-business: SUPER NEW MEX, GL MEX, LLC DBA SUPER MEX, 5600 ATLANTIC AVE, LONG BEACH, CA 90805.: [688, 1593, 910, 1612]
fbn-notice: [233, 208, 452, 359]
fbn-body: The following person(s) is (are) doing business as the fictitious business name listed above. This business is conducted by: an individual. The registrant(s) has (have) commenced to transact business under the fictitious business name or names listed above on N/A. NOTICE- This Fictitious Name Statement expires five years from the date it was filed in the office of the County Clerk. A new Fictitious Business Name Statement must be filed prior to that date. The filing of this statement does not of itself authorize the use in this state of a Fictitious Business Name in violation of the rights of another under Federal, State, or common law (See section 14411 et seq. Business and Professions Code)Publish: Mountain Views News/JDC Dates Pub: FEB 18, 25 MARCH 04, 11, 2023: [233, 707, 452, 820]
fbn-file-number: A GENERAL PARTNERSHIP Signed: GUSTAVO A GARCIA VILLEGGENERAL PARTNER.: [6, 61, 225, 79]
notice-paragraph: THE PETITION requests the decedent's WILL and codicils, if any, be admitted to probate. The WILL and any codicils are available for examination in the file kept by the court.: [938, 1154, 1356, 1201]
notice-paragraph: IF YOU OBJECT to the granting of the petition, you should appear at the hearing and state your objections or file written objections with the court before the hearing. Your appearance may be in person or by your attorney.: [938, 1418, 1356, 1480]
fbn-business: VINTAGE LINES APPAREL, 80 W SIERRA MADRE BLVD #305, SIERRA MADRE, CA 91024.: [1136, 2196, 1371, 2215]
proposed-name-row: Proposed Name: OSMAN OMAR BYALY: [938, 340, 1232, 357]
section-title: LEGAL NOTICES: [626, 1, 1035, 56]
sig-line: NASHWA FAYAD: [1255, 623, 1356, 639]
fbn-body: The following person(s) is (are) doing business as the fictitious business name listed above. This business is conducted by: an individual. The registrant(s) has (have) commenced to transact business under the fictitious business name or names listed above on N/A. NOTICE- This Fictitious Name Statement expires five years from the date it was filed in the office of the County Clerk. A new Fictitious Business Name Statement must be filed prior to that date. The filing of this statement does not of itself authorize the use in this state of a Fictitious Business Name in violation of the rights of another under Federal, State, or common law (See section 14411 et seq. Business and Professions Code)Publish: Mountain Views News/JDC Dates Pub: FEB 18, 25 MARCH 04, 11, 2023: [233, 245, 452, 358]
fbn-notice: [688, 1888, 910, 2039]
fbn-file-number: FICTITIOUS BUSINESS NAME STATEMENT File No. 2023-032089: [460, 1907, 681, 1926]
sig-line: CNS-3677768#: [801, 1013, 884, 1029]
fbn-notice: [6, 199, 225, 349]
sig-line: Petitioners Appearing Pro Per: [1199, 638, 1356, 653]
fbn-body: The following person(s) is (are) doing business as the fictitious business name listed above. This business is conducted by: an individual. The registrant(s) has (have) commenced to transact business under the fictitious business name or names listed above on N/A. NOTICE- This Fictitious Name Statement expires five years from the date it was filed in the office of the County Clerk. A new Fictitious Business Name Statement must be filed prior to that date. The filing of this statement does not of itself authorize the use in this state of a Fictitious Business Name in violation of the rights of another under Federal, State, or common law (See section 14411 et seq. Business and Professions Code)Publish: Mountain Views News/JDC Dates Pub: FEB 18, 25 MARCH 04, 11, 2023: [233, 88, 452, 201]
fbn-file-number: FICTITIOUS BUSINESS NAME STATEMENT File No. 2023-031825: [233, 207, 452, 227]
fbn-business: IMPERIAL FUNDING, IMPERIAL SEVEN ESCROW DIVISION, 21407 MAIN ST, CARSON, CA 90745.: [6, 1592, 225, 1612]
fbn-business: BONNIT, 3058 W 67TH ST, LOS ANGELES, CA 90043.: [6, 1444, 189, 1454]
fbn-business: RELIABLE CARE SERVICES, 12616 CROSSDALE AVENUE, NORWALK, CA 90650.: [460, 1768, 681, 1788]
fbn-body: The following person(s) is (are) doing business as the fictitious business name listed above. This business is conducted by: an individual. The registrant(s) has (have) commenced to transact business under the fictitious business name or names listed above on N/A. NOTICE- This Fictitious Name Statement expires five years from the date it was filed in the office of the County Clerk. A new Fictitious Business Name Statement must be filed prior to that date. The filing of this statement does not of itself authorize the use in this state of a Fictitious Business Name in violation of the rights of another under Federal, State, or common law (See section 14411 et seq. Business and Professions Code)Publish: Mountain Views News/JDC Dates Pub: FEB 18, 25 MARCH 04, 11, 2023: [6, 1159, 225, 1272]
fbn-notice: [6, 356, 225, 507]
fbn-notice: [1136, 2187, 1371, 2318]
fbn-notice: [688, 1575, 910, 1725]
fbn-business: SANI-TECH PORTABLES, 8998 MINERS ST, LOS ANGELES, CA 90001.: [460, 1926, 681, 1944]
fbn-notice: [923, 2206, 1129, 2366]
fbn-business: GUARDADO'S TRUCKING, 22366 TORCETTI AVE, COMPTON CA 90220.: [6, 679, 225, 697]
fbn-column-5: [923, 2049, 1129, 2546]
fbn-file-number: FICTITIOUS BUSINESS NAME STATEMENT File No. 2023-025516: [6, 1426, 225, 1445]
fbn-file-number: MONTE, CA 91733.: [1136, 2049, 1205, 2058]
present-name-row: Present Name: OSMAN ABDALLA MOHAMED HASSANIEN DIAB: [938, 299, 1284, 332]
fbn-file-number: FICTITIOUS BUSINESS NAME STATEMENT File No. 2023-032886: [6, 1574, 225, 1593]
fbn-business: MARIBEL'S HANDYMAN SERVICES, 5909 GUTHRIE AVE APT 4, LOS ANGELES, CA 90034.: [460, 1132, 681, 1150]
fbn-file-number: FICTITIOUS BUSINESS NAME STATEMENT File No. 2023-029429: [233, 1454, 452, 1473]
fbn-body: The following person(s) is (are) doing business as the fictitious business name listed above. This business is conducted by: an individual. The registrant(s) has (have) commenced to transact business under the fictitious business name or names listed above on N/A. NOTICE- This Fictitious Name Statement expires five years from the date it was filed in the office of the County Clerk. A new Fictitious Business Name Statement must be filed prior to that date. The filing of this statement does not of itself authorize the use in this state of a Fictitious Business Name in violation of the rights of another under Federal, State, or common law (See section 14411 et seq. Business and Professions Code)Publish: Mountain Views News/JDC Dates Pub: FEB 18, 25 MARCH 04, 11, 2023: [688, 1454, 910, 1568]
sig-line: SUSANNE B. COHEN: [1231, 1773, 1356, 1789]
notice-paragraph: THE PETITION requests the decedent's WILL and codicils, if any, be admitted to probate. The WILL and any codicils are available for examination in the file kept by the court.: [477, 305, 884, 352]
fbn-business: MAMBA BARBER, 15318 SHERMAN WAY UNIT D, VAN NUYS, CA 91406.: [233, 1630, 452, 1649]
notice-paragraph: A PETITION FOR PROBATE has been filed by ROBERT A. JOHNSON AKA ROBERT ARNOLD JOHNSON in the Superior Court of California, County of LOS ANGELES.: [938, 1039, 1356, 1086]
fbn-notice: [233, 984, 452, 1134]
fbn-notice: [688, 1270, 910, 1421]
footer-address: 80 W Sierra Madre Blvd. No. 327 Sierra Madre, Ca. 91024: [177, 2554, 557, 2571]
fbn-body: The following person(s) is (are) doing business as the fictitious business name listed above. This business is conducted by: an individual. The registrant(s) has (have) commenced to transact business under the fictitious business name or names listed above on N/A. NOTICE- This Fictitious Name Statement expires five years from the date it was filed in the office of the County Clerk. A new Fictitious Business Name Statement must be filed prior to that date. The filing of this statement does not of itself authorize the use in this state of a Fictitious Business Name in violation of the rights of another under Federal, State, or common law (See section 14411 et seq. Business and Professions Code)Publish: Mountain Views News/JDC Dates Pub: FEB 18, 25 MARCH 04, 11, 2023: [233, 1177, 452, 1291]
sig-line: PASADENA CA 91101: [758, 969, 884, 985]
fbn-file-number: FICTITIOUS BUSINESS NAME STATEMENT File No. 2023-029729: [233, 365, 452, 383]
fbn-file-number: FILE NO. 2023-029024 STATEMENT OF ABANDONMENT OF USE OF FICTITIOUS BUSINESS NAME: [923, 2205, 1129, 2225]
fbn-notice: [233, 670, 452, 821]
fbn-notice: [688, 1731, 910, 1882]
notice-paragraph: THE PETITION FOR PROBATE requests that ROBERT A. JOHNSON be appointed as personal representative to administer the estate of the decedent.: [938, 1096, 1356, 1143]
